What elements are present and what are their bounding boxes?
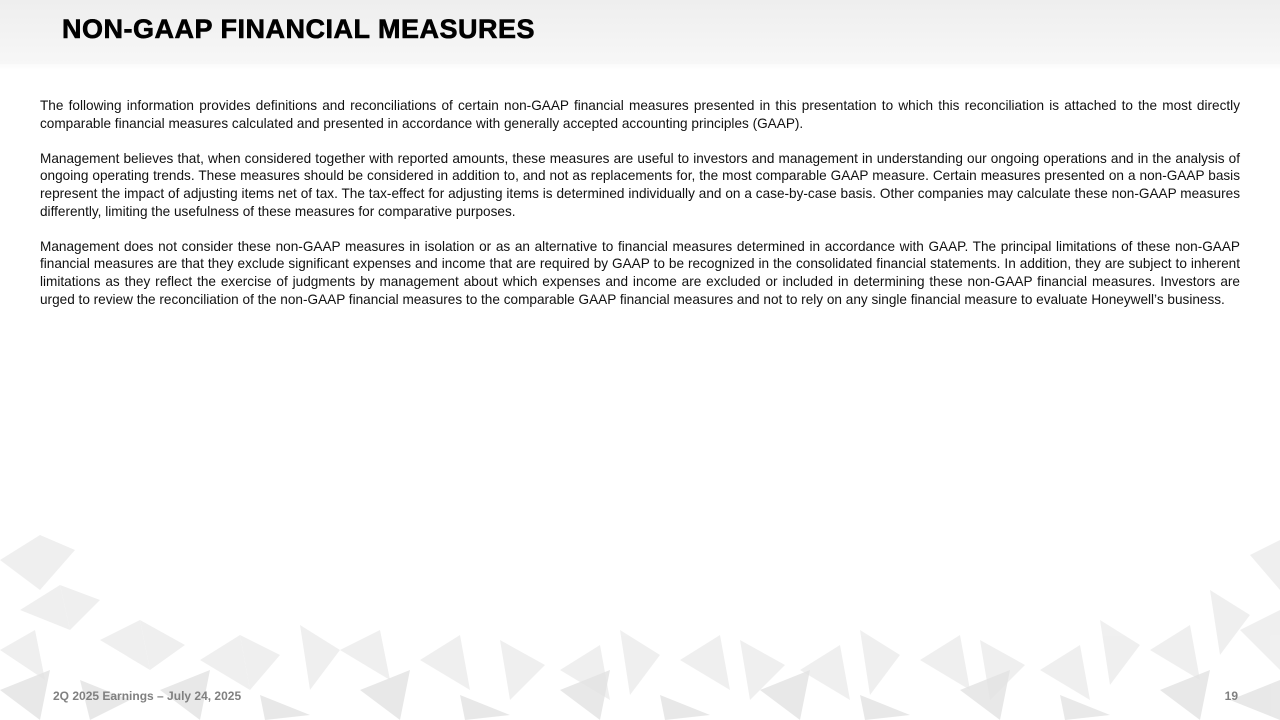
paragraph-limitations: Management does not consider these non-GAAP measures in isolation or as an alternative to financial measures determined in accordance with GAAP. The principal limitations of these non-GAAP financial measures are that they exclude significant expenses and income that are required by GAAP to be recognized in the consolidated financial statements. In addition, they are subject to inherent limitations as they reflect the exercise of judgments by management about which expenses and income are excluded or included in determining these non-GAAP financial measures. Investors are urged to review the reconciliation of the non-GAAP financial measures to the comparable GAAP financial measures and not to rely on any single financial measure to evaluate Honeywell’s business. — [40, 238, 1240, 307]
slide-title: NON-GAAP FINANCIAL MEASURES — [62, 14, 536, 44]
paragraph-definitions: The following information provides definitions and reconciliations of certain non-GAAP financial measures presented in this presentation to which this reconciliation is attached to the most directly comparable financial measures calculated and presented in accordance with generally accepted accounting principles (GAAP). — [40, 98, 1240, 131]
page-number: 19 — [1224, 689, 1238, 703]
paragraph-management-believes: Management believes that, when considered together with reported amounts, these measures are useful to investors and management in understanding our ongoing operations and in the analysis of ongoing operating trends. These measures should be considered in addition to, and not as replacements for, the most comparable GAAP measure. Certain measures presented on a non-GAAP basis represent the impact of adjusting items net of tax. The tax-effect for adjusting items is determined individually and on a case-by-case basis. Other companies may calculate these non-GAAP measures differently, limiting the usefulness of these measures for comparative purposes. — [40, 150, 1240, 219]
body-text — [40, 97, 1240, 326]
footer-event-date: 2Q 2025 Earnings – July 24, 2025 — [53, 689, 242, 703]
